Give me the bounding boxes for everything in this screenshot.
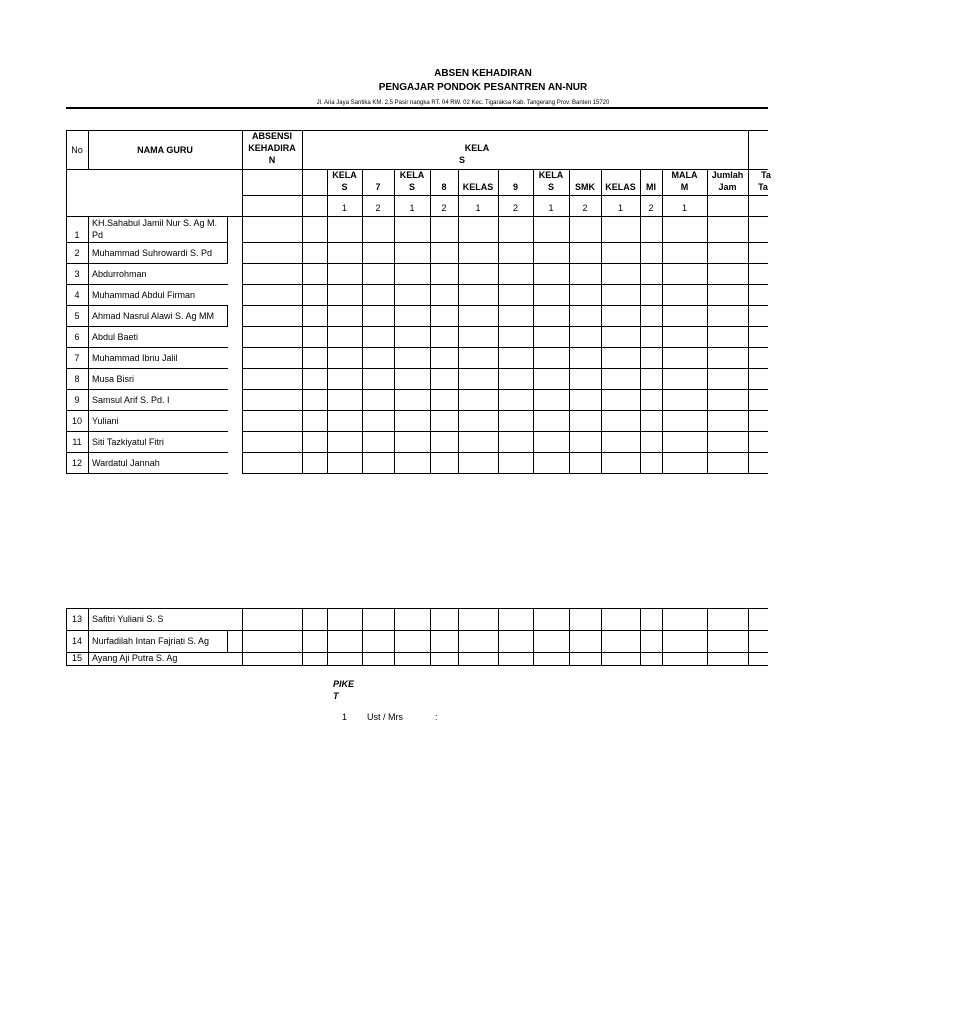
header-absensi: KEHADIRA	[248, 143, 296, 153]
teacher-name: Muhammad Suhrowardi S. Pd	[92, 248, 213, 258]
row-number: 11	[72, 437, 82, 447]
grid-line	[88, 608, 89, 665]
row-number: 5	[74, 311, 80, 321]
grid-line	[394, 169, 395, 473]
grid-line	[242, 431, 768, 432]
grid-line	[569, 169, 570, 473]
row-number: 2	[74, 248, 80, 258]
grid-line	[569, 608, 570, 665]
grid-line	[601, 169, 602, 473]
grid-line	[242, 452, 768, 453]
grid-line	[88, 263, 228, 264]
grid-line	[242, 130, 243, 473]
teacher-name: KH.Sahabul Jamil Nur S. Ag M.	[92, 218, 218, 228]
subheader-jumlah-jam: Jumlah	[711, 170, 744, 180]
subheader-jumlah-jam: Jam	[718, 182, 737, 192]
header-divider	[66, 107, 768, 109]
row-number: 15	[71, 653, 82, 663]
grid-line	[748, 130, 749, 169]
teacher-name: Pd	[92, 230, 104, 240]
grid-line	[640, 608, 641, 665]
subheader-smk: SMK	[575, 182, 595, 192]
teacher-name: Wardatul Jannah	[92, 458, 160, 468]
grid-line	[88, 473, 228, 474]
grid-line	[662, 608, 663, 665]
row-number: 3	[74, 269, 80, 279]
grid-line	[88, 326, 228, 327]
grid-line	[242, 473, 768, 474]
teacher-name: Ayang Aji Putra S. Ag	[92, 653, 178, 663]
grid-line	[242, 169, 302, 170]
subheader-kelas-8: S	[408, 182, 415, 192]
grid-line	[88, 305, 228, 306]
column-number: 1	[548, 203, 554, 213]
grid-line	[640, 169, 641, 473]
subheader-kelas-smk: S	[547, 182, 554, 192]
grid-line	[498, 608, 499, 665]
grid-line	[66, 284, 88, 285]
piket-label: PIKE	[333, 679, 355, 689]
grid-line	[533, 169, 534, 473]
column-number: 1	[409, 203, 415, 213]
subheader-mi: MI	[646, 182, 656, 192]
column-number: 1	[475, 203, 481, 213]
subheader-malam: MALA	[671, 170, 698, 180]
header-absensi: N	[268, 155, 276, 165]
grid-line	[242, 410, 768, 411]
grid-line	[601, 608, 602, 665]
grid-line	[748, 169, 749, 473]
table-top-border	[66, 130, 768, 131]
grid-line	[242, 608, 243, 665]
teacher-name: Yuliani	[92, 416, 119, 426]
grid-line	[327, 608, 328, 665]
grid-line	[88, 410, 228, 411]
grid-line	[66, 389, 88, 390]
grid-line	[662, 169, 663, 473]
row-number: 1	[74, 230, 80, 240]
grid-line	[66, 169, 242, 170]
grid-line	[66, 473, 88, 474]
grid-line	[88, 431, 228, 432]
grid-line	[362, 608, 363, 665]
title-line-1: ABSEN KEHADIRAN	[434, 68, 532, 79]
grid-line	[88, 347, 228, 348]
grid-line	[302, 130, 303, 473]
column-number: 2	[375, 203, 381, 213]
grid-line	[88, 368, 228, 369]
grid-line	[458, 169, 459, 473]
header-kelas-2: S	[458, 155, 465, 165]
grid-line	[327, 169, 328, 473]
column-number: 1	[341, 203, 347, 213]
piket-label-2: T	[333, 691, 339, 701]
subheader-ta: Ta	[761, 170, 771, 180]
grid-line	[66, 305, 88, 306]
header-kelas: KELA	[464, 143, 490, 153]
row-number: 4	[74, 290, 80, 300]
row-number: 13	[71, 613, 82, 624]
grid-line	[242, 284, 768, 285]
grid-line	[66, 347, 88, 348]
grid-line	[242, 195, 768, 196]
grid-line	[242, 305, 768, 306]
subheader-kelas-7: KELA	[332, 170, 357, 180]
grid-line	[302, 608, 303, 665]
grid-line	[66, 410, 88, 411]
row-number: 9	[74, 395, 80, 405]
teacher-name: Abdurrohman	[92, 269, 147, 279]
grid-line	[362, 169, 363, 473]
column-number: 2	[648, 203, 654, 213]
grid-line	[430, 169, 431, 473]
column-number: 1	[617, 203, 623, 213]
column-number: 2	[441, 203, 447, 213]
grid-line	[242, 368, 768, 369]
grid-line	[707, 608, 708, 665]
title-line-2: PENGAJAR PONDOK PESANTREN AN-NUR	[378, 82, 588, 93]
grid-line	[66, 665, 768, 666]
grid-line	[66, 452, 88, 453]
subheader-kelas-7: S	[341, 182, 348, 192]
grid-line	[242, 347, 768, 348]
header-no: No	[71, 145, 83, 155]
grid-line	[748, 608, 749, 665]
teacher-name: Muhammad Ibnu Jalil	[92, 353, 178, 363]
row-number: 7	[74, 353, 80, 363]
column-number: 2	[512, 203, 518, 213]
row-number: 14	[71, 635, 82, 646]
row-number: 10	[71, 416, 82, 426]
grid-line	[707, 169, 708, 473]
subheader-malam: M	[680, 182, 689, 192]
grid-line	[498, 169, 499, 473]
row-number: 8	[74, 374, 80, 384]
piket-text: Ust / Mrs	[367, 712, 403, 722]
grid-line	[66, 263, 88, 264]
grid-line	[88, 389, 228, 390]
teacher-name: Musa Bisri	[92, 374, 135, 384]
grid-line	[88, 216, 89, 473]
piket-number: 1	[342, 712, 348, 722]
grid-line	[242, 389, 768, 390]
teacher-name: Samsul Arif S. Pd. I	[92, 395, 170, 405]
grid-line	[242, 263, 768, 264]
subheader-7: 7	[375, 182, 381, 192]
row-number: 6	[74, 332, 80, 342]
grid-line	[242, 242, 768, 243]
teacher-name: Siti Tazkiyatul Fitri	[92, 437, 164, 447]
teacher-name: Muhammad Abdul Firman	[92, 290, 196, 300]
piket-colon: :	[435, 712, 438, 722]
teacher-name: Ahmad Nasrul Alawi S. Ag MM	[92, 311, 215, 321]
teacher-name: Safitri Yuliani S. S	[92, 613, 164, 624]
grid-line	[242, 326, 768, 327]
teacher-name: Abdul Baeti	[92, 332, 139, 342]
header-nama-guru: NAMA GURU	[137, 145, 193, 155]
grid-line	[88, 452, 228, 453]
subheader-8: 8	[441, 182, 447, 192]
subheader-kelas-smk: KELA	[538, 170, 564, 180]
row-number: 12	[71, 458, 82, 468]
grid-line	[66, 368, 88, 369]
column-number: 1	[681, 203, 687, 213]
grid-line	[458, 608, 459, 665]
subheader-kelas-8: KELA	[399, 170, 425, 180]
address: Jl. Aria Jaya Santika KM. 2,5 Pasir nangka RT. 04 RW. 02 Kec. Tigaraksa Kab. Tangerang Prov. Banten 15720	[316, 100, 610, 106]
grid-line	[394, 608, 395, 665]
grid-line	[533, 608, 534, 665]
subheader-kelas-9: KELAS	[462, 182, 494, 192]
grid-line	[430, 608, 431, 665]
grid-line	[88, 284, 228, 285]
teacher-name: Nurfadilah Intan Fajriati S. Ag	[92, 635, 210, 646]
subheader-kelas-mi: KELAS	[605, 182, 636, 192]
subheader-ta: Ta	[758, 182, 768, 192]
grid-line	[66, 242, 88, 243]
column-number: 2	[582, 203, 588, 213]
grid-line	[88, 242, 228, 243]
grid-line	[66, 326, 88, 327]
header-absensi: ABSENSI	[251, 131, 292, 141]
grid-line	[66, 431, 88, 432]
subheader-9: 9	[512, 182, 518, 192]
